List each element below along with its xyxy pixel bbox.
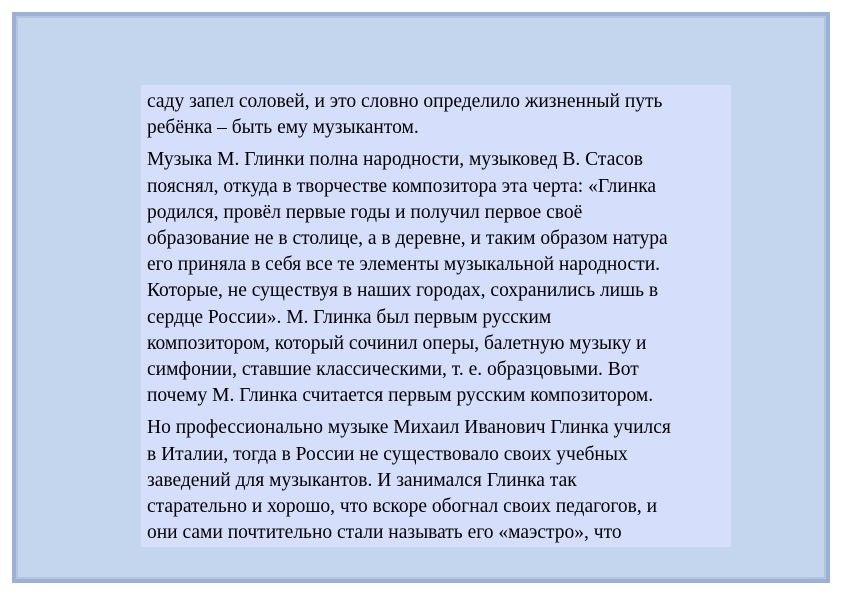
text-line: симфонии, ставшие классическими, т. е. образцовыми. Вот [147, 359, 639, 381]
text-line: Которые, не существуя в наших городах, сохранились лишь в [147, 280, 659, 302]
slide-frame [12, 12, 830, 583]
text-line: родился, провёл первые годы и получил первое своё [147, 201, 583, 223]
text-line: пояснял, откуда в творчестве композитора эта черта: «Глинка [147, 175, 657, 197]
text-line: заведений для музыкантов. И занимался Глинка так [147, 469, 577, 491]
text-line: в Италии, тогда в России не существовало своих учебных [147, 443, 628, 465]
text-line: композитором, который сочинил оперы, балетную музыку и [147, 332, 647, 354]
text-line: его приняла в себя все те элементы музыкальной народности. [147, 254, 661, 276]
text-line: почему М. Глинка считается первым русским композитором. [147, 385, 654, 407]
text-line: они сами почтительно стали называть его «маэстро», что [147, 522, 622, 544]
text-line: сердце России». М. Глинка был первым русским [147, 306, 552, 328]
text-line: образование не в столице, а в деревне, и таким образом натура [147, 228, 668, 250]
text-line: Но профессионально музыке Михаил Иванович Глинка учился [147, 417, 671, 439]
paragraph [147, 89, 731, 141]
paragraph [147, 415, 731, 546]
text-line: ребёнка – быть ему музыкантом. [147, 117, 419, 139]
text-box [141, 85, 731, 547]
text-line: старательно и хорошо, что вскоре обогнал своих педагогов, и [147, 496, 658, 518]
paragraph [147, 147, 731, 409]
text-line: Музыка М. Глинки полна народности, музыковед В. Стасов [147, 149, 643, 171]
text-line: саду запел соловей, и это словно определило жизненный путь [147, 91, 663, 112]
